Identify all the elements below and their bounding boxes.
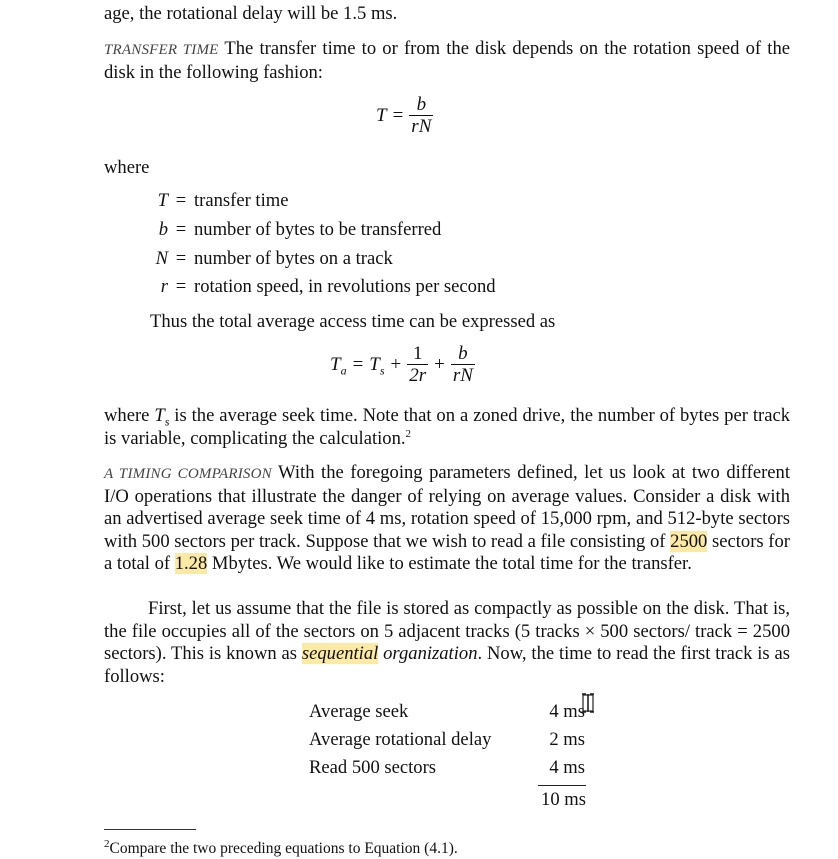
timing-comparison-heading: A TIMING COMPARISON bbox=[104, 466, 272, 482]
eq2-plus-1: + bbox=[390, 353, 402, 375]
timing-value: 4 ms bbox=[549, 757, 585, 779]
definition-symbol: T bbox=[157, 190, 168, 211]
highlight-2500: 2500 bbox=[670, 530, 708, 552]
timing-comparison-text-1: With the foregoing parameters defined, let us look at two different I/O operations that illustrate the danger of relying on average values. Consider a disk with an advertised average seek time of 4 ms, rotation speed of 15,000 rpm, and 512-byte sectors with 500 sectors per track. Suppose that we wish to read a file consisting of bbox=[104, 462, 790, 552]
where-ts-symbol: T bbox=[154, 405, 165, 426]
timing-label: Average seek bbox=[309, 701, 409, 722]
where-ts-paragraph bbox=[104, 405, 790, 450]
transfer-time-equation bbox=[376, 95, 433, 138]
definition-row bbox=[150, 219, 496, 248]
thus-line: Thus the total average access time can be expressed as bbox=[150, 311, 556, 332]
definition-text: number of bytes on a track bbox=[194, 247, 393, 269]
transfer-time-text: The transfer time to or from the disk depends on the rotation speed of the disk in the following fashion: bbox=[104, 38, 790, 83]
definition-text: rotation speed, in revolutions per second bbox=[194, 276, 496, 298]
first-assumption-paragraph bbox=[104, 598, 790, 688]
definition-equals: = bbox=[175, 276, 187, 298]
eq1-lhs: T bbox=[376, 104, 387, 126]
eq2-numerator-2: b bbox=[458, 343, 468, 364]
eq1-numerator: b bbox=[416, 94, 427, 115]
eq2-fraction-2 bbox=[451, 344, 475, 387]
top-line: age, the rotational delay will be 1.5 ms. bbox=[104, 3, 398, 24]
transfer-time-heading: TRANSFER TIME bbox=[104, 42, 219, 58]
footnote-text: Compare the two preceding equations to Equation (4.1). bbox=[109, 840, 458, 857]
eq2-lhs-subscript: a bbox=[340, 363, 347, 378]
where-ts-subscript: s bbox=[164, 414, 170, 429]
timing-label: Average rotational delay bbox=[309, 729, 492, 751]
definition-symbol: r bbox=[160, 276, 168, 298]
highlight-sequential: sequential bbox=[301, 643, 379, 665]
highlight-1-28: 1.28 bbox=[174, 553, 208, 575]
eq2-seek-term: T bbox=[369, 353, 380, 375]
eq2-denominator-2: rN bbox=[452, 365, 473, 386]
definition-equals: = bbox=[175, 218, 187, 240]
definition-row bbox=[150, 276, 496, 305]
timing-comparison-paragraph bbox=[104, 462, 790, 576]
where-ts-a: where bbox=[104, 405, 155, 426]
timing-value: 4 ms bbox=[549, 701, 585, 722]
footnote-number: 2 bbox=[104, 837, 110, 850]
eq2-denominator-1: 2r bbox=[409, 365, 427, 386]
eq2-fraction-1 bbox=[407, 344, 428, 387]
first-para-text-1: First, let us assume that the file is stored as compactly as possible on the disk. That is, the file occupies all of the sectors on 5 adjacent tracks (5 tracks × 500 sectors/ track = 2500 sectors). This is known as bbox=[104, 598, 790, 665]
definition-row bbox=[150, 190, 496, 219]
definition-row bbox=[150, 248, 496, 277]
timing-total: 10 ms bbox=[538, 785, 586, 812]
first-para-text-2: . Now, the time to read the first track is as follows: bbox=[104, 643, 790, 687]
eq1-equals: = bbox=[392, 104, 404, 126]
text-cursor-icon bbox=[580, 693, 596, 713]
where-ts-b: is the average seek time. Note that on a zoned drive, the number of bytes per track is variable, complicating the calculation. bbox=[104, 405, 790, 449]
eq2-lhs: T bbox=[330, 353, 341, 375]
definition-text: number of bytes to be transferred bbox=[194, 218, 442, 240]
footnote bbox=[104, 839, 458, 859]
eq2-equals: = bbox=[352, 353, 364, 375]
definition-symbol: b bbox=[158, 218, 168, 240]
footnote-reference: 2 bbox=[405, 427, 412, 440]
timing-comparison-text-2: sectors for a total of bbox=[104, 530, 790, 575]
definition-equals: = bbox=[175, 190, 187, 211]
definition-text: transfer time bbox=[194, 190, 289, 211]
eq2-seek-subscript: s bbox=[379, 363, 385, 378]
eq1-denominator: rN bbox=[411, 116, 432, 137]
eq2-plus-2: + bbox=[434, 353, 445, 375]
definition-list bbox=[150, 190, 496, 305]
organization-word: organization bbox=[378, 643, 478, 665]
timing-comparison-text-3: Mbytes. We would like to estimate the total time for the transfer. bbox=[207, 553, 692, 575]
access-time-equation bbox=[330, 344, 475, 387]
eq1-fraction bbox=[409, 95, 433, 138]
eq2-numerator-1: 1 bbox=[412, 343, 423, 364]
timing-value: 2 ms bbox=[549, 729, 585, 751]
definition-symbol: N bbox=[155, 247, 168, 269]
where-label: where bbox=[104, 157, 150, 178]
timing-label: Read 500 sectors bbox=[309, 757, 437, 779]
footnote-rule bbox=[104, 829, 196, 830]
transfer-time-paragraph bbox=[104, 38, 790, 84]
definition-equals: = bbox=[175, 247, 187, 269]
